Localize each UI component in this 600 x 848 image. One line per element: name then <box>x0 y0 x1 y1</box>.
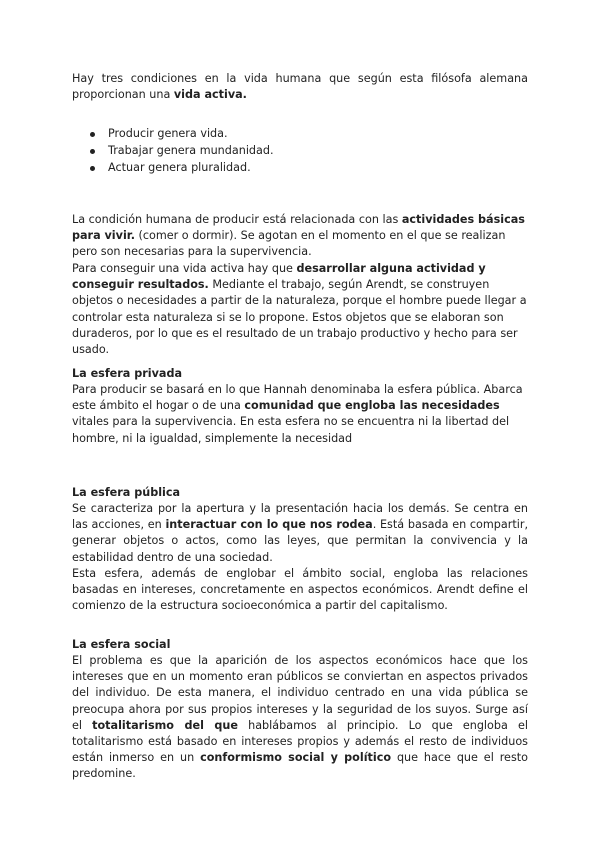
heading-esfera-publica: La esfera pública <box>72 486 181 499</box>
intro-text: Hay tres condiciones en la vida humana que según esta filósofa alemana proporcionan una <box>72 72 528 102</box>
paragraph-esfera-publica-2: Esta esfera, además de englobar el ámbito social, engloba las relaciones basadas en intereses, concretamente en aspectos económicos. Arendt define el comienzo de la estructura socioeconómica a partir del capitalismo. <box>72 567 528 613</box>
heading-esfera-privada: La esfera privada <box>72 367 182 380</box>
bullet-icon <box>90 132 95 137</box>
list-item: Producir genera vida. <box>88 126 274 143</box>
list-item: Trabajar genera mundanidad. <box>88 143 274 160</box>
paragraph-vida-activa: Para conseguir una vida activa hay que desarrollar alguna actividad y conseguir resultados. Mediante el trabajo, según Arendt, se construyen objetos o necesidades a partir de la naturaleza, porque el hombre puede llegar a controlar esta naturaleza si se lo propone. Estos objetos que se elaboran son duraderos, por lo que es el resultado de un trabajo productivo y hecho para ser usado. <box>72 262 527 357</box>
paragraph-esfera-social: El problema es que la aparición de los aspectos económicos hace que los intereses que en un momento eran públicos se conviertan en aspectos privados del individuo. De esta manera, el individuo centrado en una vida pública se preocupa ahora por sus propios intereses y la seguridad de los suyos. Surge así el totalitarismo del que hablábamos al principio. Lo que engloba el totalitarismo está basado en intereses propios y además el resto de individuos están inmerso en un conformismo social y político que hace que el resto predomine. <box>72 654 529 781</box>
paragraph-esfera-publica-1: Se caracteriza por la apertura y la presentación hacia los demás. Se centra en las acciones, en interactuar con lo que nos rodea. Está basada en compartir, generar objetos o actos, como las leyes, que permitan la convivencia y la estabilidad dentro de una sociedad. <box>72 502 529 564</box>
paragraph-esfera-privada: Para producir se basará en lo que Hannah denominaba la esfera pública. Abarca este ámbito el hogar o de una comunidad que engloba las necesidades vitales para la supervivencia. En esta esfera no se encuentra ni la libertad del hombre, ni la igualdad, simplemente la necesidad <box>72 383 523 445</box>
paragraph-producir: La condición humana de producir está relacionada con las actividades básicas para vivir. (comer o dormir). Se agotan en el momento en el que se realizan pero son necesarias para la supervivencia. <box>72 213 525 259</box>
bullet-icon <box>90 149 95 154</box>
intro-paragraph <box>72 71 528 103</box>
intro-bold: vida activa. <box>173 88 247 102</box>
conditions-list <box>88 126 274 177</box>
bullet-icon <box>90 166 95 171</box>
heading-esfera-social: La esfera social <box>72 638 171 651</box>
list-item: Actuar genera pluralidad. <box>88 160 274 177</box>
